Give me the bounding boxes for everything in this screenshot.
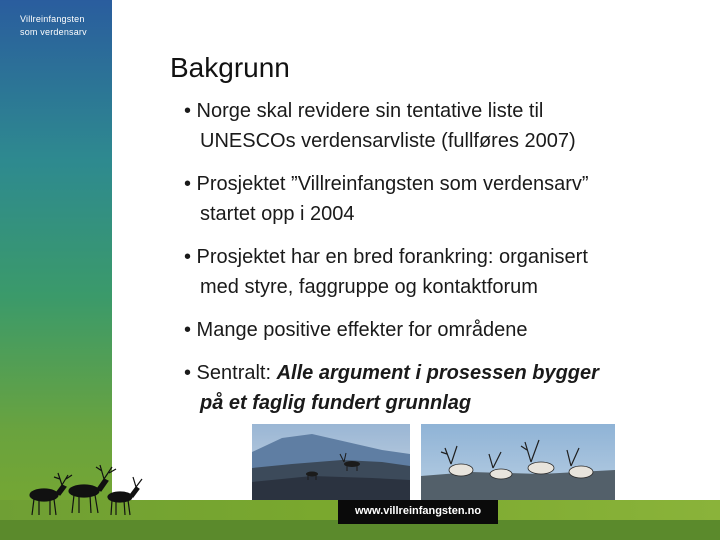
bullet-text	[184, 358, 704, 388]
bullet-item	[184, 315, 704, 345]
bullet-emphasis-continuation: på et faglig fundert grunnlag	[200, 392, 472, 414]
bullet-item	[184, 358, 704, 418]
reindeer-on-mountain-photo	[252, 424, 410, 500]
bullet-text: • Prosjektet har en bred forankring: organisert	[184, 246, 588, 268]
bullet-continuation: med styre, faggruppe og kontaktforum	[200, 276, 538, 298]
bullet-item	[184, 169, 704, 229]
bullet-continuation: startet opp i 2004	[200, 203, 355, 225]
bullet-continuation: UNESCOs verdensarvliste (fullføres 2007)	[200, 130, 576, 152]
bullet-plain-text: • Sentralt:	[184, 362, 277, 384]
bullet-emphasis-text: Alle argument i prosessen bygger	[276, 362, 599, 384]
reindeer-herd-photo	[421, 424, 615, 500]
bullet-text: • Mange positive effekter for områdene	[184, 319, 528, 341]
bullet-list	[184, 96, 704, 431]
brand-text	[20, 13, 87, 39]
brand-line-2: som verdensarv	[20, 27, 87, 37]
bullet-item	[184, 96, 704, 156]
brand-line-1: Villreinfangsten	[20, 14, 85, 24]
bullet-text: • Prosjektet ”Villreinfangsten som verdensarv”	[184, 173, 589, 195]
bullet-item	[184, 242, 704, 302]
reindeer-silhouette-logo	[14, 455, 144, 525]
slide-title: Bakgrunn	[170, 52, 290, 83]
bullet-text: • Norge skal revidere sin tentative liste til	[184, 100, 544, 122]
website-url-label: www.villreinfangsten.no	[338, 500, 498, 524]
